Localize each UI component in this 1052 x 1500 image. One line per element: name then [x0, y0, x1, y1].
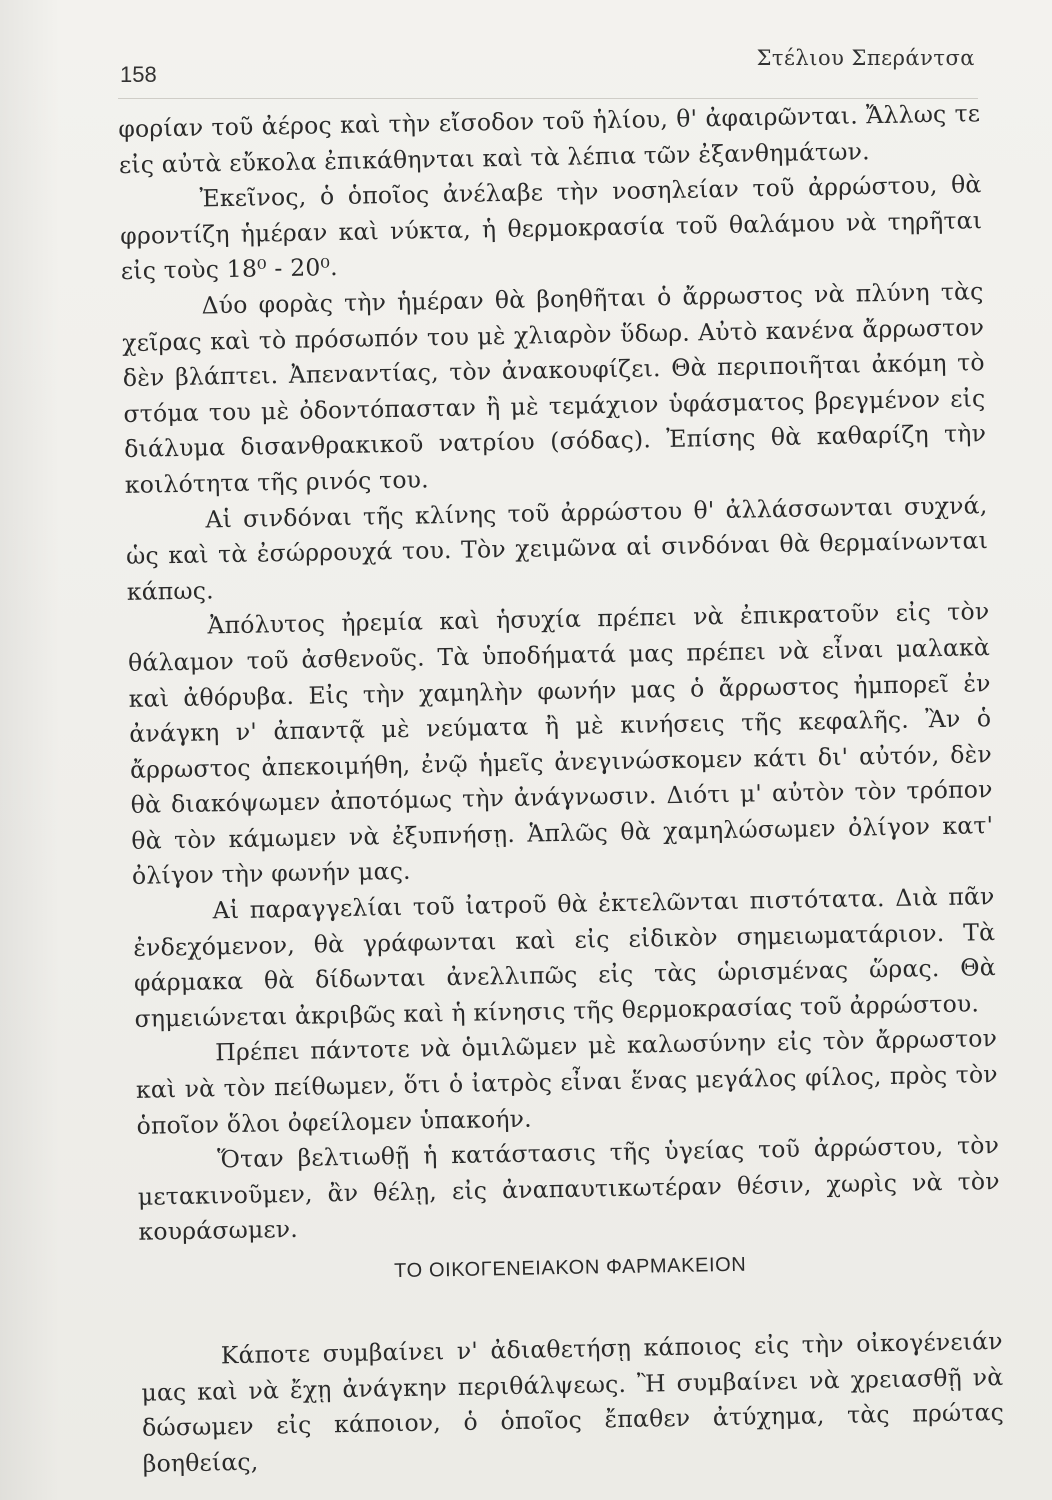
- running-head: Στέλιου Σπεράντσα: [756, 46, 975, 70]
- page-header: [120, 40, 975, 100]
- page-number: 158: [120, 62, 157, 87]
- section-title: ΤΟ ΟΙΚΟΓΕΝΕΙΑΚΟΝ ΦΑΡΜΑΚΕΙΟΝ: [393, 1253, 747, 1283]
- page-gutter-shadow: [0, 0, 60, 1500]
- paragraph: Αἱ σινδόναι τῆς κλίνης τοῦ ἀρρώστου θ' ἀλλάσσωνται συχνά, ὡς καὶ τὰ ἐσώρρουχά του. Τὸν χειμῶνα αἱ σινδόναι θὰ θερμαίνωνται κάπως.: [125, 490, 989, 606]
- paragraph: φορίαν τοῦ ἀέρος καὶ τὴν εἴσοδον τοῦ ἡλίου, θ' ἀφαιρῶνται. Ἄλλως τε εἰς αὐτὰ εὔκολα ἐπικάθηνται καὶ τὰ λέπια τῶν ἐξανθημάτων.: [118, 99, 981, 179]
- paragraph: Ἐκεῖνος, ὁ ὁποῖος ἀνέλαβε τὴν νοσηλείαν τοῦ ἀρρώστου, θὰ φροντίζη ἡμέραν καὶ νύκτα, ἡ θερμοκρασία τοῦ θαλάμου νὰ τηρῆται εἰς τοὺς 18⁰ - 20⁰.: [120, 170, 983, 286]
- paragraph: Ἀπόλυτος ἠρεμία καὶ ἡσυχία πρέπει νὰ ἐπικρατοῦν εἰς τὸν θάλαμον τοῦ ἀσθενοῦς. Τὰ ὑποδήματά μας πρέπει νὰ εἶναι μαλακὰ καὶ ἀθόρυβα. Εἰς τὴν χαμηλὴν φωνήν μας ὁ ἄρρωστος ἠμπορεῖ ἐν ἀνάγκη ν' ἀπαντᾷ μὲ νεύματα ἢ μὲ κινήσεις τῆς κεφαλῆς. Ἂν ὁ ἄρρωστος ἀπεκοιμήθη, ἐνῷ ἡμεῖς ἀνεγινώσκομεν κάτι δι' αὐτόν, δὲν θὰ διακόψωμεν ἀποτόμως τὴν ἀνάγνωσιν. Διότι μ' αὐτὸν τὸν τρόπον θὰ τὸν κάμωμεν νὰ ἐξυπνήσῃ. Ἁπλῶς θὰ χαμηλώσωμεν ὀλίγον κατ' ὀλίγον τὴν φωνήν μας.: [127, 597, 994, 891]
- section-paragraph: Κάποτε συμβαίνει ν' ἀδιαθετήσῃ κάποιος εἰς τὴν οἰκογένειάν μας καὶ νὰ ἔχῃ ἀνάγκην περιθάλψεως. Ἢ συμβαίνει νὰ χρειασθῇ νὰ δώσωμεν εἰς κάποιον, ὁ ὁποῖος ἔπαθεν ἀτύχημα, τὰς πρώτας βοηθείας,: [141, 1326, 1005, 1478]
- paragraph: Πρέπει πάντοτε νὰ ὁμιλῶμεν μὲ καλωσύνην εἰς τὸν ἄρρωστον καὶ νὰ τὸν πείθωμεν, ὅτι ὁ ἰατρὸς εἶναι ἕνας μεγάλος φίλος, πρὸς τὸν ὁποῖον ὅλοι ὀφείλομεν ὑπακοήν.: [135, 1024, 999, 1140]
- paragraph: Δύο φορὰς τὴν ἡμέραν θὰ βοηθῆται ὁ ἄρρωστος νὰ πλύνη τὰς χεῖρας καὶ τὸ πρόσωπόν του μὲ χλιαρὸν ὕδωρ. Αὐτὸ κανένα ἄρρωστον δὲν βλάπτει. Ἀπεναντίας, τὸν ἀνακουφίζει. Θὰ περιποιῆται ἀκόμη τὸ στόμα του μὲ ὀδοντόπασταν ἢ μὲ τεμάχιον ὑφάσματος βρεγμένον εἰς διάλυμα δισανθρακικοῦ νατρίου (σόδας). Ἐπίσης θὰ καθαρίζη τὴν κοιλότητα τῆς ρινός του.: [121, 277, 987, 499]
- paragraph: Ὅταν βελτιωθῇ ἡ κατάστασις τῆς ὑγείας τοῦ ἀρρώστου, τὸν μετακινοῦμεν, ἂν θέλῃ, εἰς ἀναπαυτικωτέραν θέσιν, χωρὶς νὰ τὸν κουράσωμεν.: [137, 1131, 1000, 1247]
- paragraph: Αἱ παραγγελίαι τοῦ ἰατροῦ θὰ ἐκτελῶνται πιστότατα. Διὰ πᾶν ἐνδεχόμενον, θὰ γράφωνται καὶ εἰς εἰδικὸν σημειωματάριον. Τὰ φάρμακα θὰ δίδωνται ἀνελλιπῶς εἰς τὰς ὡρισμένας ὥρας. Θὰ σημειώνεται ἀκριβῶς καὶ ἡ κίνησις τῆς θερμοκρασίας τοῦ ἀρρώστου.: [133, 882, 997, 1033]
- page-body: [118, 96, 1005, 1482]
